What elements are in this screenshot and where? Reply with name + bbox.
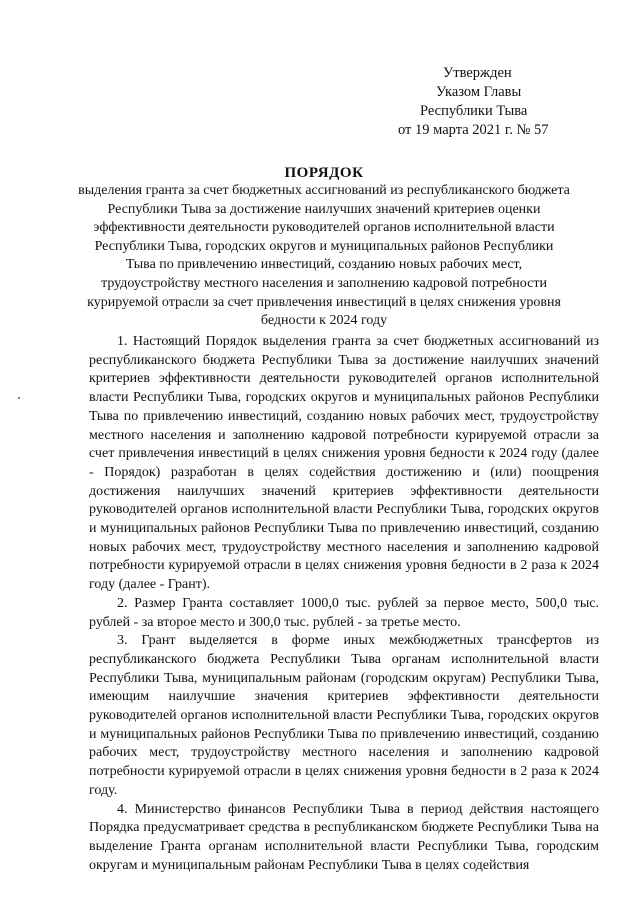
subtitle-line: Тыва по привлечению инвестиций, созданию новых рабочих мест,	[125, 257, 523, 273]
paragraph-2: 2. Размер Гранта составляет 1000,0 тыс. рублей за первое место, 500,0 тыс. рублей - за второе место и 300,0 тыс. рублей - за третье место.	[89, 595, 599, 630]
scan-speck	[18, 397, 20, 399]
subtitle-line: бедности к 2024 году	[260, 313, 388, 329]
subtitle-line: трудоустройству местного населения и заполнению кадровой потребности	[101, 275, 547, 291]
approval-line: Утвержден	[443, 65, 512, 81]
approval-date-line: от 19 марта 2021 г. № 57	[398, 122, 549, 138]
subtitle-line: эффективности деятельности руководителей органов исполнительной власти	[93, 220, 555, 236]
paragraph-4: 4. Министерство финансов Республики Тыва в период действия настоящего Порядка предусматривает средства в республиканском бюджете Республики Тыва на выделение Гранта органам исполнительной власти Республики Тыва, городским округам и муниципальным районам Республики Тыва в целях содействия	[89, 801, 599, 873]
subtitle-line: курируемой отрасли за счет привлечения инвестиций в целях снижения уровня	[87, 294, 561, 310]
document-title: ПОРЯДОК	[284, 165, 364, 181]
document-body	[89, 333, 599, 875]
paragraph-3: 3. Грант выделяется в форме иных межбюджетных трансфертов из республиканского бюджета Республики Тыва органам исполнительной власти Республики Тыва, муниципальным районам (городским округам) Республики Тыва, имеющим наилучшие значения критериев эффективности деятельности руководителей органов исполнительной власти Республики Тыва, городских округов и муниципальных районов Республики Тыва по привлечению инвестиций, созданию рабочих мест, трудоустройству местного населения и заполнению кадровой потребности курируемой отрасли в целях снижения уровня бедности в 2 раза к 2024 году.	[89, 633, 599, 798]
subtitle-line: Республики Тыва за достижение наилучших значений критериев оценки	[107, 201, 541, 217]
approval-stamp	[398, 64, 598, 140]
approval-line: Указом Главы	[436, 84, 522, 100]
subtitle-line: Республики Тыва, городских округов и муниципальных районов Республики	[94, 238, 554, 254]
paragraph-1: 1. Настоящий Порядок выделения гранта за счет бюджетных ассигнований из республиканского бюджета Республики Тыва за достижение наилучших значений критериев эффективности деятельности руководителей органов исполнительной власти Республики Тыва, городских округов и муниципальных районов Республики Тыва по привлечению инвестиций, созданию новых рабочих мест, трудоустройству местного населения и заполнению кадровой потребности курируемой отрасли за счет привлечения инвестиций в целях снижения уровня бедности к 2024 году (далее - Порядок) разработан в целях содействия достижению и (или) поощрения достижения наилучших значений критериев эффективности деятельности руководителей органов исполнительной власти Республики Тыва, городских округов и муниципальных районов Республики Тыва по привлечению инвестиций, созданию новых рабочих мест, трудоустройству местного населения и заполнению кадровой потребности курируемой отрасли в целях снижения уровня бедности в 2 раза к 2024 году (далее - Грант).	[89, 334, 599, 593]
approval-line: Республики Тыва	[420, 103, 528, 119]
subtitle-line: выделения гранта за счет бюджетных ассигнований из республиканского бюджета	[78, 183, 570, 198]
title-block	[50, 164, 598, 331]
document-subtitle	[50, 182, 598, 331]
